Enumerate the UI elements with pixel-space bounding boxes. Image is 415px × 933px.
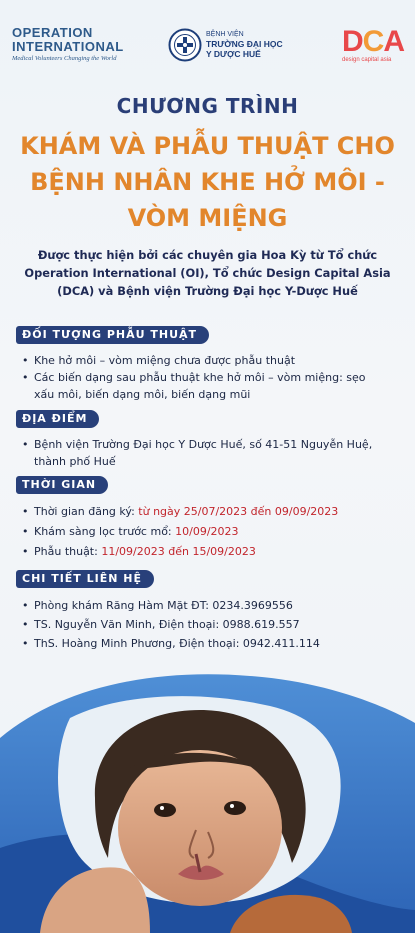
list-item-text: Các biến dạng sau phẫu thuật khe hở môi – vòm miệng: sẹo [34, 371, 366, 384]
section-heading-time: THỜI GIAN [16, 476, 108, 494]
hue-logo-line1: BỆNH VIỆN [206, 31, 244, 38]
list-item [20, 542, 405, 562]
contact-doctor-1: TS. Nguyễn Văn Minh, Điện thoại: 0988.619.557 [34, 618, 300, 631]
oi-tagline: Medical Volunteers Changing the World [12, 55, 117, 62]
program-title [0, 128, 415, 236]
list-item [20, 436, 405, 470]
surgery-dates: 11/09/2023 đến 15/09/2023 [101, 545, 256, 558]
dca-tagline: design capital asia [342, 57, 392, 63]
oi-logo-line1: OPERATION [12, 25, 93, 40]
oi-logo-line2: INTERNATIONAL [12, 39, 124, 54]
screening-date: 10/09/2023 [175, 525, 239, 538]
contact-clinic: Phòng khám Răng Hàm Mặt ĐT: 0234.3969556 [34, 599, 293, 612]
hue-logo-line3: Y DƯỢC HUẾ [206, 49, 261, 59]
dca-letter-c: C [362, 25, 384, 58]
contact-doctor-2: ThS. Hoàng Minh Phương, Điện thoại: 0942.411.114 [34, 637, 320, 650]
intro-line-2: Operation International (OI), Tổ chức Design Capital Asia [24, 266, 391, 280]
contact-list [20, 596, 405, 653]
list-item-text: thành phố Huế [34, 455, 116, 468]
title-line-3: VÒM MIỆNG [127, 204, 288, 232]
intro-line-3: (DCA) và Bệnh viện Trường Đại học Y-Dược Huế [57, 284, 358, 298]
operation-international-logo [12, 26, 124, 62]
registration-label: Thời gian đăng ký: [34, 505, 139, 518]
intro-text [14, 246, 401, 300]
title-line-2: BỆNH NHÂN KHE HỞ MÔI - [30, 168, 385, 196]
hue-university-hospital-logo [168, 28, 293, 62]
location-list [20, 436, 405, 470]
list-item [20, 522, 405, 542]
dca-logo [342, 26, 408, 66]
program-label: CHƯƠNG TRÌNH [116, 94, 299, 118]
section-heading-contact: CHI TIẾT LIÊN HỆ [16, 570, 154, 588]
time-list [20, 502, 405, 562]
dca-letter-d: D [342, 25, 363, 58]
list-item-text: xấu môi, biến dạng môi, biến dạng mũi [34, 388, 251, 401]
list-item [20, 352, 405, 369]
screening-label: Khám sàng lọc trước mổ: [34, 525, 176, 538]
child-patient-photo [0, 648, 415, 933]
section-heading-patients: ĐỐI TƯỢNG PHẪU THUẬT [16, 326, 209, 344]
surgery-label: Phẫu thuật: [34, 545, 102, 558]
section-heading-location: ĐỊA ĐIỂM [16, 410, 99, 428]
list-item [20, 369, 405, 403]
list-item-text: Khe hở môi – vòm miệng chưa được phẫu thuật [34, 354, 296, 367]
intro-line-1: Được thực hiện bởi các chuyên gia Hoa Kỳ từ Tổ chức [37, 248, 378, 262]
patients-list [20, 352, 405, 403]
list-item [20, 596, 405, 615]
title-line-1: KHÁM VÀ PHẪU THUẬT CHO [20, 132, 395, 160]
logo-bar [0, 22, 415, 70]
list-item-text: Bệnh viện Trường Đại học Y Dược Huế, số 41-51 Nguyễn Huệ, [34, 438, 373, 451]
registration-dates: từ ngày 25/07/2023 đến 09/09/2023 [138, 505, 339, 518]
dca-letter-a: A [383, 25, 405, 58]
list-item [20, 615, 405, 634]
hue-logo-line2: TRƯỜNG ĐẠI HỌC [206, 39, 283, 49]
list-item [20, 502, 405, 522]
hospital-seal-icon [168, 28, 202, 62]
